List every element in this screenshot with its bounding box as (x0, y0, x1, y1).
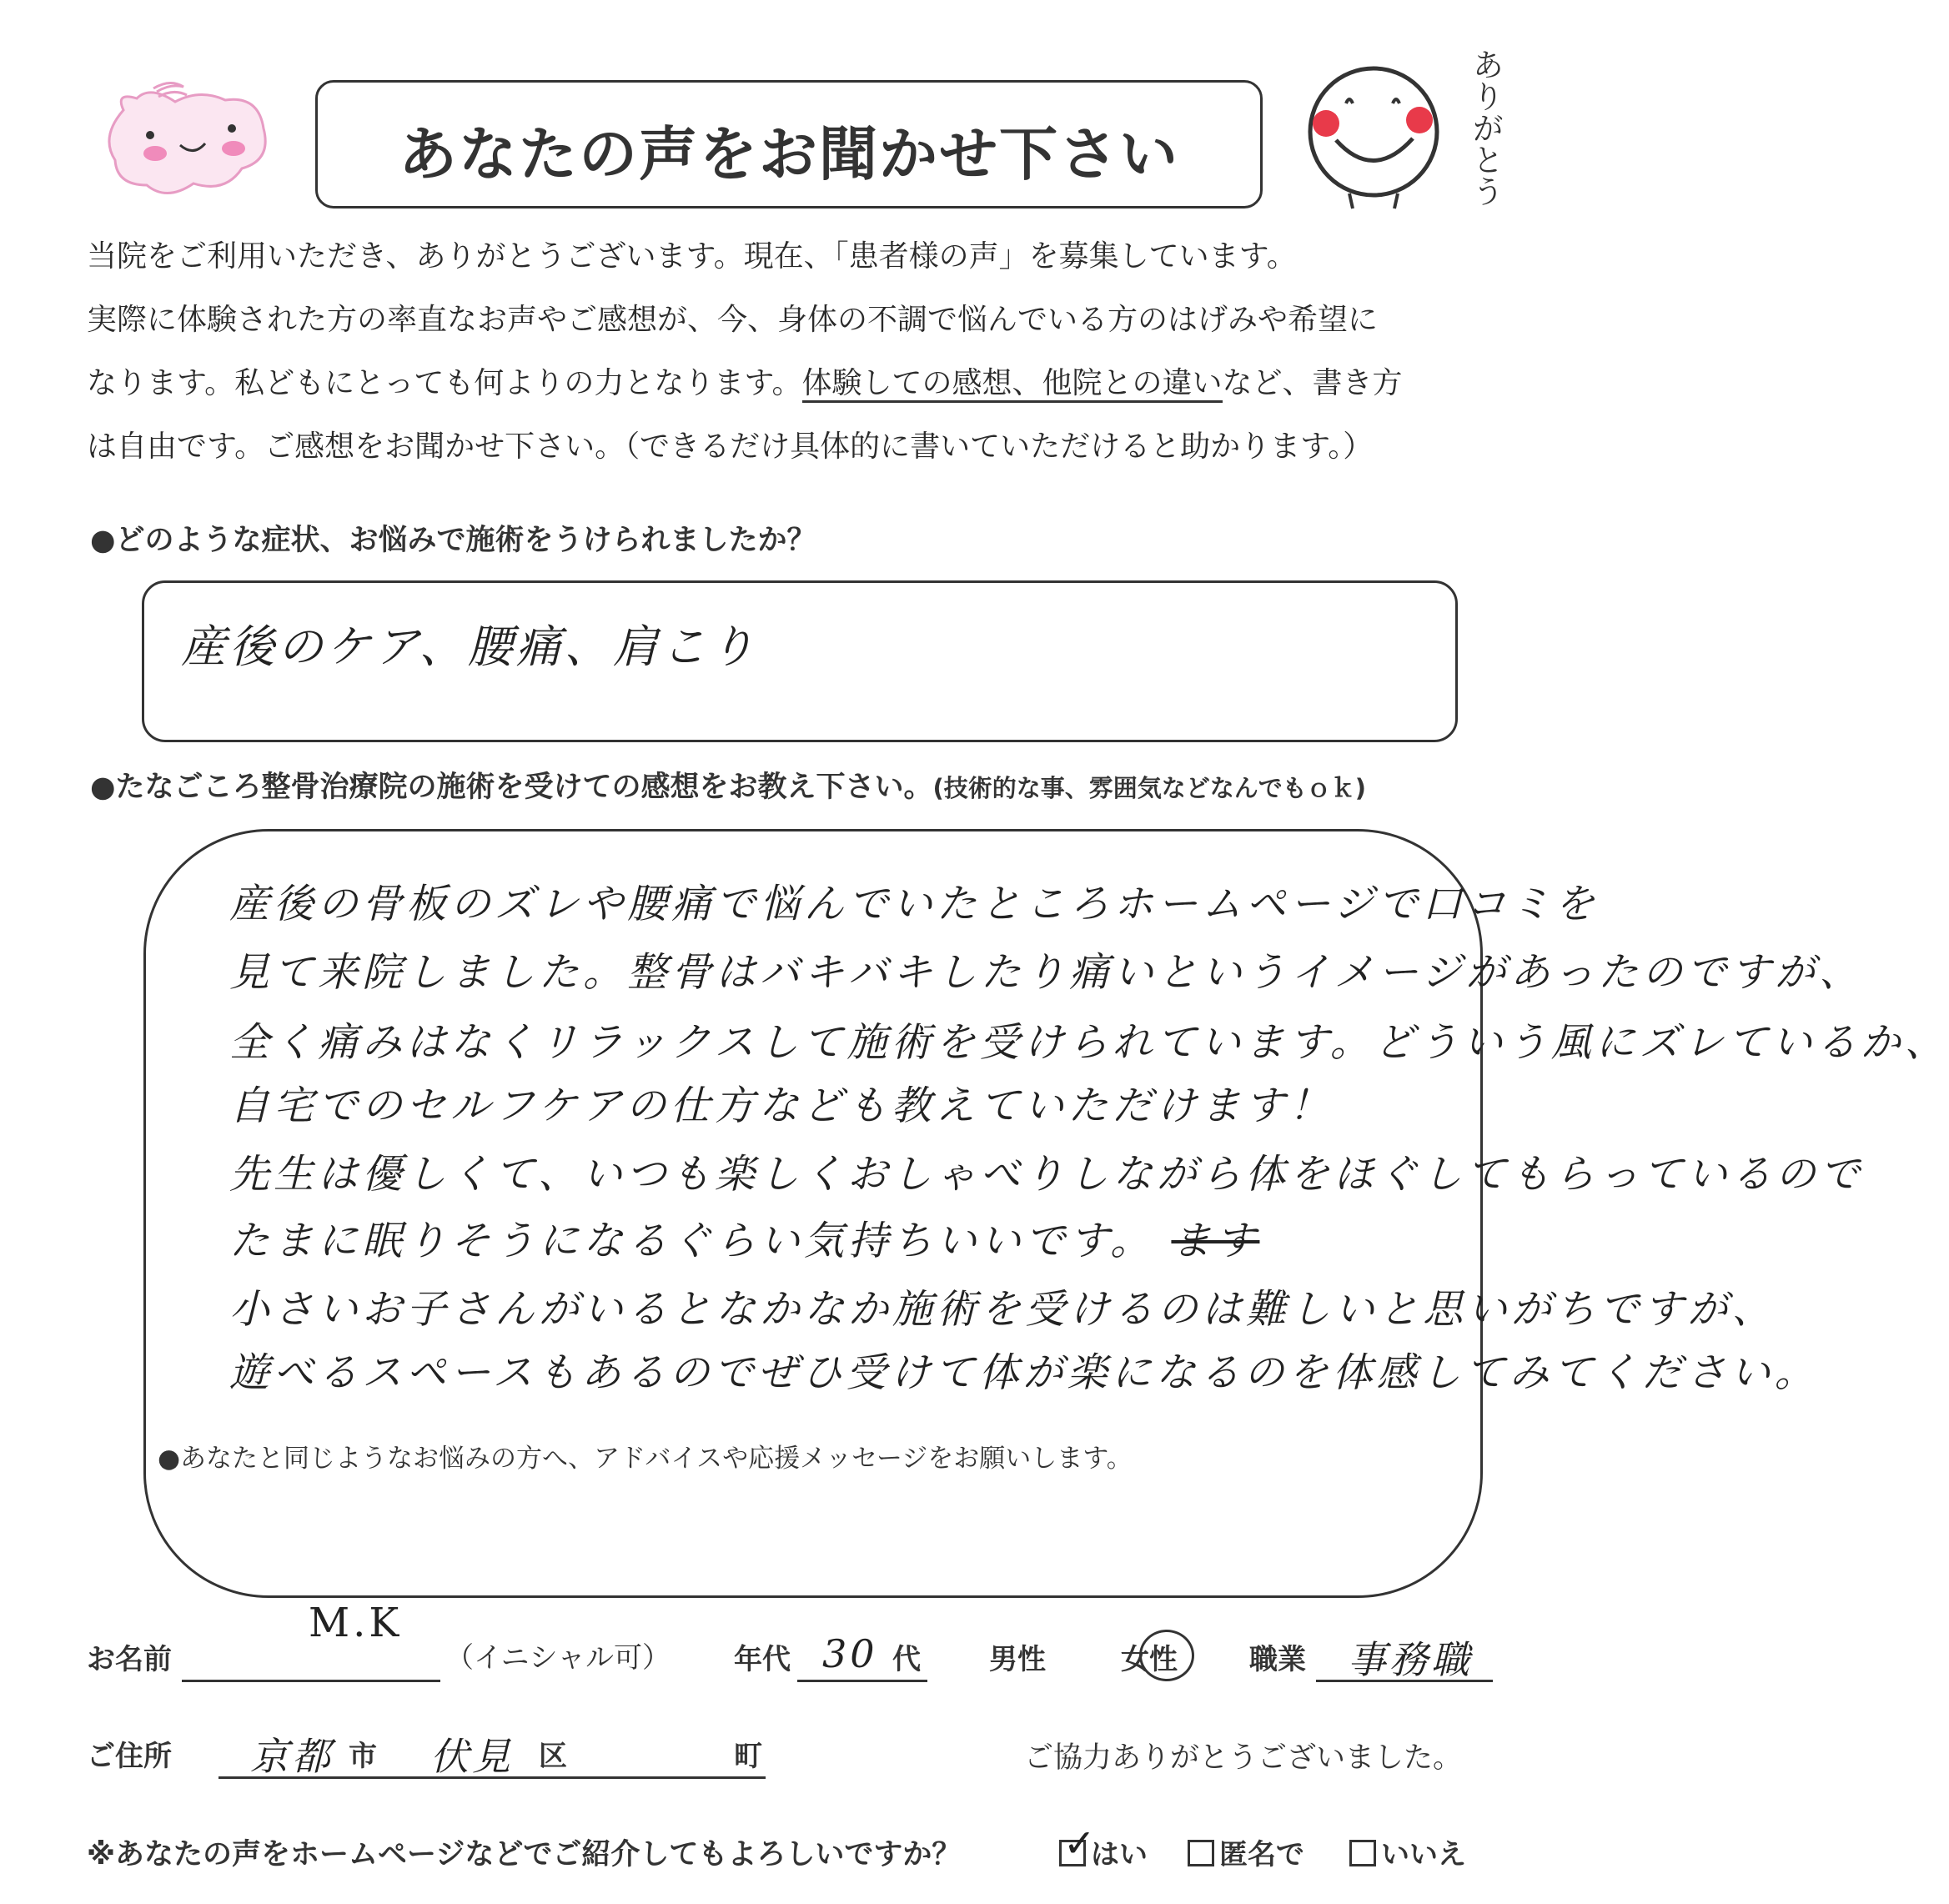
page-title: あなたの声をお聞かせ下さい (399, 120, 1179, 188)
answer-box-symptoms (142, 580, 1458, 742)
age-suffix: 代 (892, 1643, 921, 1676)
gender-female: 女性 (1121, 1643, 1178, 1676)
intro-line: なります。私どもにとっても何よりの力となります。体験しての感想、他院との違いなど、書き方 (87, 352, 1521, 415)
consent-yes-option[interactable]: ✓ はい (1059, 1831, 1148, 1872)
advice-label: ●あなたと同じようなお悩みの方へ、アドバイスや応援メッセージをお願いします。 (158, 1444, 1133, 1474)
job-value: 事務職 (1348, 1637, 1473, 1682)
job-label: 職業 (1249, 1643, 1306, 1676)
initial-note: （イニシャル可） (445, 1641, 671, 1675)
thanks-message: ご協力ありがとうございました。 (1024, 1741, 1463, 1775)
ward-value: 伏見 (430, 1734, 514, 1779)
age-field-line (797, 1680, 927, 1682)
answer-line: 先生は優しくて、いつも楽しくおしゃべりしながら体をほぐしてもらっているので (229, 1151, 1865, 1198)
no-checkbox[interactable] (1349, 1840, 1376, 1866)
answer-box-impressions (143, 829, 1949, 1598)
city-suffix: 市 (349, 1740, 377, 1773)
underlined-phrase: 体験しての感想、他院との違い (802, 366, 1223, 403)
name-label: お名前 (87, 1643, 172, 1676)
answer-line: 見て来院しました。整骨はバキバキしたり痛いというイメージがあったのですが、 (229, 949, 1864, 996)
gender-male: 男性 (989, 1643, 1046, 1676)
consent-anonymous-option[interactable]: 匿名で (1188, 1831, 1304, 1872)
answer-line: 全く痛みはなくリラックスして施術を受けられています。どういう風にズレているか、 (229, 1019, 1949, 1066)
town-suffix: 町 (734, 1740, 762, 1773)
name-value: M.K (309, 1600, 403, 1646)
thanks-vertical-text: ありがとう (1467, 48, 1504, 207)
name-field-line (182, 1680, 440, 1682)
city-value: 京都 (250, 1734, 334, 1779)
answer-line: たまに眠りそうになるぐらい気持ちいいです。 ます (229, 1218, 1260, 1264)
answer-line: 産後の骨板のズレや腰痛で悩んでいたところホームページで口コミを (229, 881, 1600, 927)
consent-no-option[interactable]: いいえ (1349, 1831, 1466, 1872)
smiley-face-icon (1294, 57, 1453, 215)
question-symptoms: ●どのような症状、お悩みで施術をうけられましたか？ (90, 524, 816, 557)
anonymous-checkbox[interactable] (1188, 1840, 1214, 1866)
ward-suffix: 区 (539, 1740, 567, 1773)
intro-line: 実際に体験された方の率直なお声やご感想が、今、身体の不調で悩んでいる方のはげみや希望に (87, 303, 1379, 337)
age-label: 年代 (734, 1643, 791, 1676)
yes-checkbox[interactable] (1059, 1840, 1086, 1866)
intro-paragraph (87, 225, 1521, 479)
answer-line: 自宅でのセルフケアの仕方なども教えていただけます！ (229, 1083, 1334, 1129)
answer-line: 小さいお子さんがいるとなかなか施術を受けるのは難しいと思いがちですが、 (229, 1286, 1776, 1333)
intro-line: は自由です。ご感想をお聞かせ下さい。（できるだけ具体的に書いていただけると助かります。） (87, 430, 1374, 464)
gender-selected-circle (1139, 1630, 1194, 1681)
answer-line: 遊べるスペースもあるのでぜひ受けて体が楽になるのを体感してみてください。 (229, 1349, 1819, 1396)
question-impressions: ●たなごころ整骨治療院の施術を受けての感想をお教え下さい。(技術的な事、雰囲気などなんでもｏｋ) (90, 771, 1367, 804)
answer-symptoms: 産後のケア、腰痛、肩こり (181, 620, 758, 673)
question-note: (技術的な事、雰囲気などなんでもｏｋ) (932, 774, 1367, 802)
strikethrough-text: ます (1171, 1218, 1260, 1264)
intro-line: 当院をご利用いただき、ありがとうございます。現在、「患者様の声」を募集しています。 (87, 239, 1297, 274)
cloud-mascot-icon (100, 77, 275, 202)
title-box (315, 80, 1263, 208)
address-label: ご住所 (87, 1740, 172, 1773)
consent-question: ※あなたの声をホームページなどでご紹介してもよろしいですか？ (87, 1838, 962, 1871)
age-value: 30 (822, 1631, 878, 1676)
